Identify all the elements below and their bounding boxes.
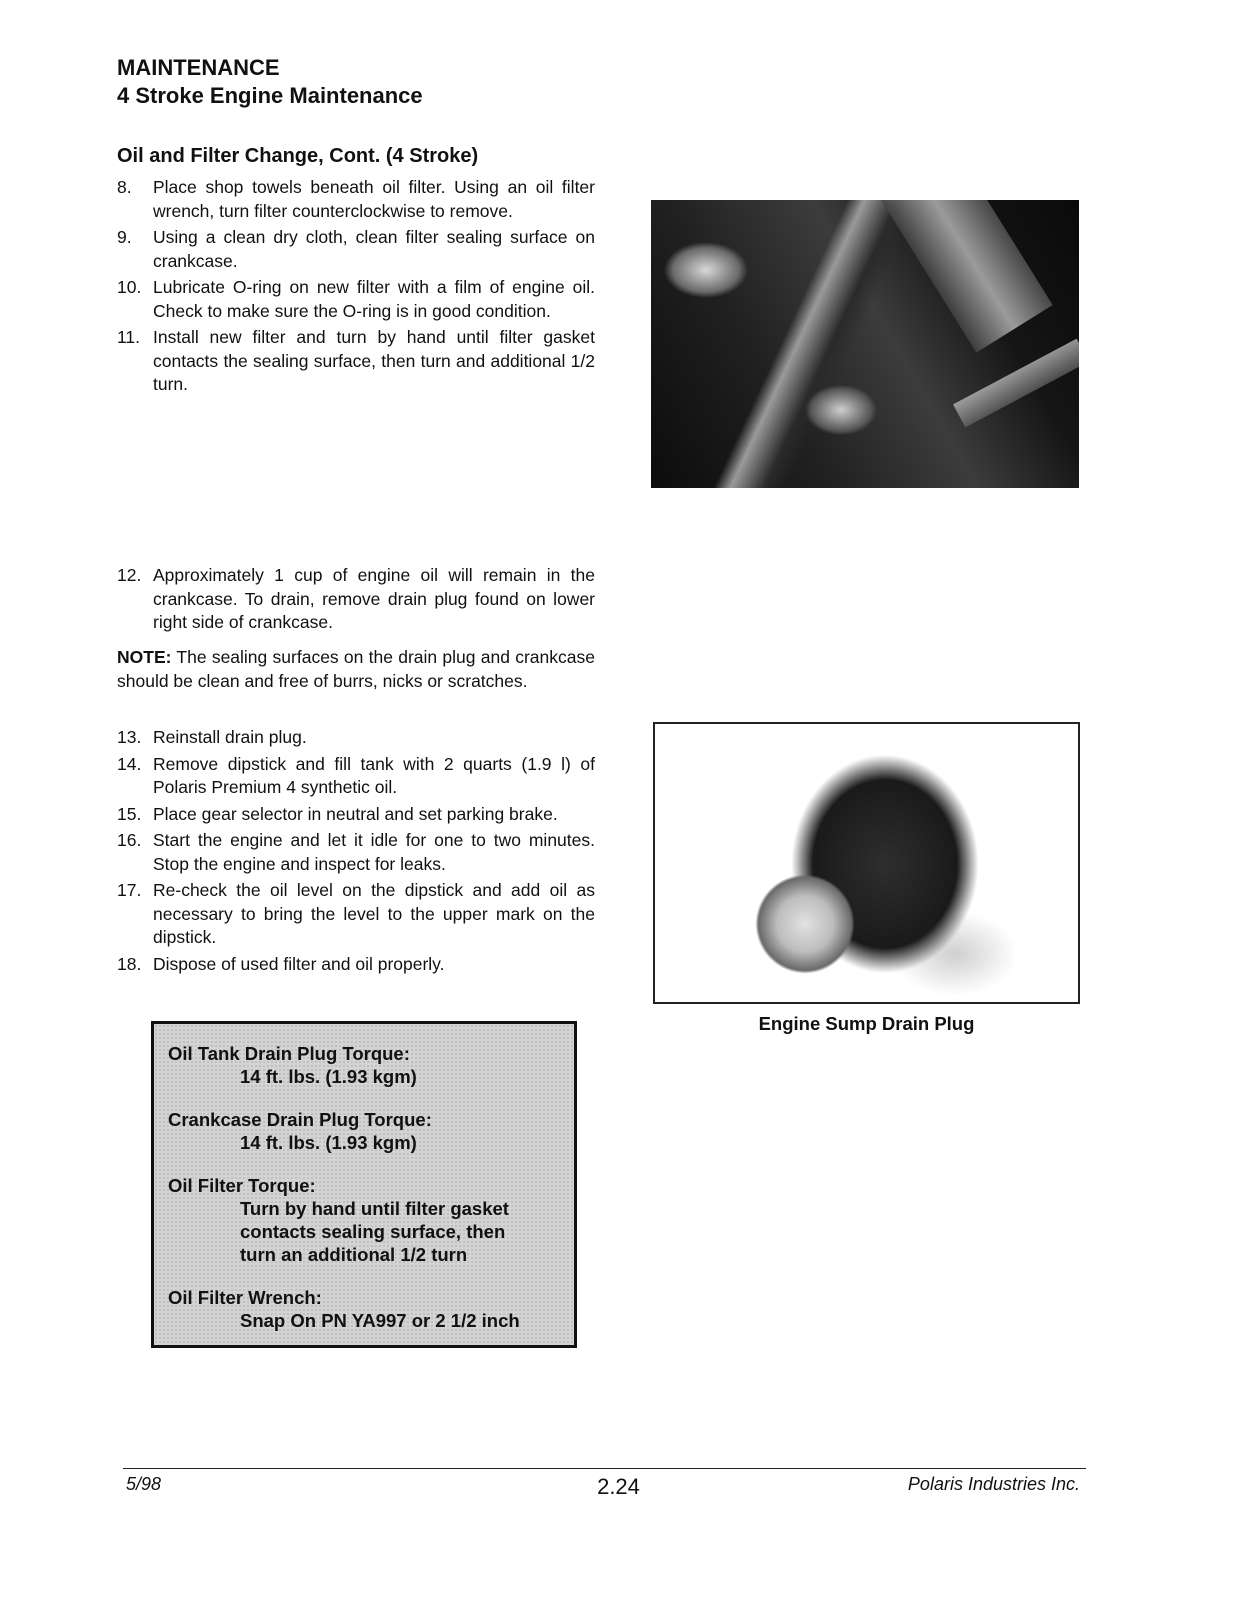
engine-sump-photo xyxy=(653,722,1080,1004)
step-number: 11. xyxy=(117,327,141,347)
step-number: 12. xyxy=(117,565,142,585)
oil-filter-removal-photo xyxy=(651,200,1079,488)
torque-spec-box xyxy=(151,1021,577,1348)
page-number: 2.24 xyxy=(597,1474,640,1499)
chapter-title: MAINTENANCE xyxy=(117,55,280,80)
step-text: Remove dipstick and fill tank with 2 quarts (1.9 l) of Polaris Premium 4 synthetic oil. xyxy=(153,753,595,797)
step-text: Approximately 1 cup of engine oil will remain in the crankcase. To drain, remove drain plug found on lower right side of crankcase. xyxy=(153,565,595,632)
procedure-title: Oil and Filter Change, Cont. (4 Stroke) xyxy=(117,145,479,167)
footer-company: Polaris Industries Inc. xyxy=(907,1474,1080,1494)
list-item xyxy=(117,753,595,800)
step-text: Start the engine and let it idle for one to two minutes. Stop the engine and inspect for leaks. xyxy=(153,830,595,874)
list-item xyxy=(117,176,595,223)
section-heading: 4 Stroke Engine Maintenance xyxy=(117,83,423,108)
spec-item xyxy=(168,1286,574,1332)
figure-caption: Engine Sump Drain Plug xyxy=(758,1013,975,1034)
steps-list-b xyxy=(117,564,595,638)
step-number: 18. xyxy=(117,953,142,974)
steps-list-a xyxy=(117,176,595,400)
note-paragraph xyxy=(117,646,595,693)
list-item xyxy=(117,803,595,827)
steps-list-c xyxy=(117,726,595,979)
spec-value: Snap On PN YA997 or 2 1/2 inch xyxy=(240,1310,520,1331)
step-text: Dispose of used filter and oil properly. xyxy=(153,953,445,974)
step-text: Install new filter and turn by hand until filter gasket contacts the sealing surface, then turn and additional 1/2 turn. xyxy=(153,327,595,394)
list-item xyxy=(117,326,595,397)
spec-label: Oil Filter Torque: xyxy=(168,1175,316,1196)
spec-label: Oil Tank Drain Plug Torque: xyxy=(168,1043,410,1064)
step-number: 14. xyxy=(117,753,142,774)
spec-value: Turn by hand until filter gasket contacts sealing surface, then turn an additional 1/2 turn xyxy=(240,1198,509,1265)
list-item xyxy=(117,829,595,876)
step-number: 10. xyxy=(117,277,142,297)
list-item xyxy=(117,226,595,273)
spec-value: 14 ft. lbs. (1.93 kgm) xyxy=(240,1066,417,1087)
step-number: 13. xyxy=(117,727,142,747)
step-number: 8. xyxy=(117,177,132,197)
spec-item xyxy=(168,1174,574,1266)
spec-label: Oil Filter Wrench: xyxy=(168,1287,322,1308)
spec-item xyxy=(168,1042,574,1088)
list-item xyxy=(117,726,595,750)
step-text: Reinstall drain plug. xyxy=(153,727,307,747)
step-number: 9. xyxy=(117,227,132,247)
spec-value: 14 ft. lbs. (1.93 kgm) xyxy=(240,1132,417,1153)
step-number: 17. xyxy=(117,880,142,900)
step-text: Place gear selector in neutral and set parking brake. xyxy=(153,803,558,824)
note-text: The sealing surfaces on the drain plug and crankcase should be clean and free of burrs, nicks or scratches. xyxy=(117,647,595,691)
list-item xyxy=(117,564,595,635)
note-label: NOTE: xyxy=(117,647,172,667)
footer-rule xyxy=(123,1468,1086,1469)
spec-item xyxy=(168,1108,574,1154)
step-text: Using a clean dry cloth, clean filter sealing surface on crankcase. xyxy=(153,227,595,271)
list-item xyxy=(117,276,595,323)
step-number: 16. xyxy=(117,830,142,850)
step-text: Re-check the oil level on the dipstick and add oil as necessary to bring the level to the upper mark on the dipstick. xyxy=(153,880,595,947)
list-item xyxy=(117,879,595,950)
footer-date: 5/98 xyxy=(126,1474,162,1494)
list-item xyxy=(117,953,595,977)
step-text: Lubricate O-ring on new filter with a film of engine oil. Check to make sure the O-ring is in good condition. xyxy=(153,277,595,321)
step-number: 15. xyxy=(117,803,142,824)
step-text: Place shop towels beneath oil filter. Using an oil filter wrench, turn filter counterclockwise to remove. xyxy=(153,177,595,221)
spec-label: Crankcase Drain Plug Torque: xyxy=(168,1109,432,1130)
page-header xyxy=(117,54,423,110)
